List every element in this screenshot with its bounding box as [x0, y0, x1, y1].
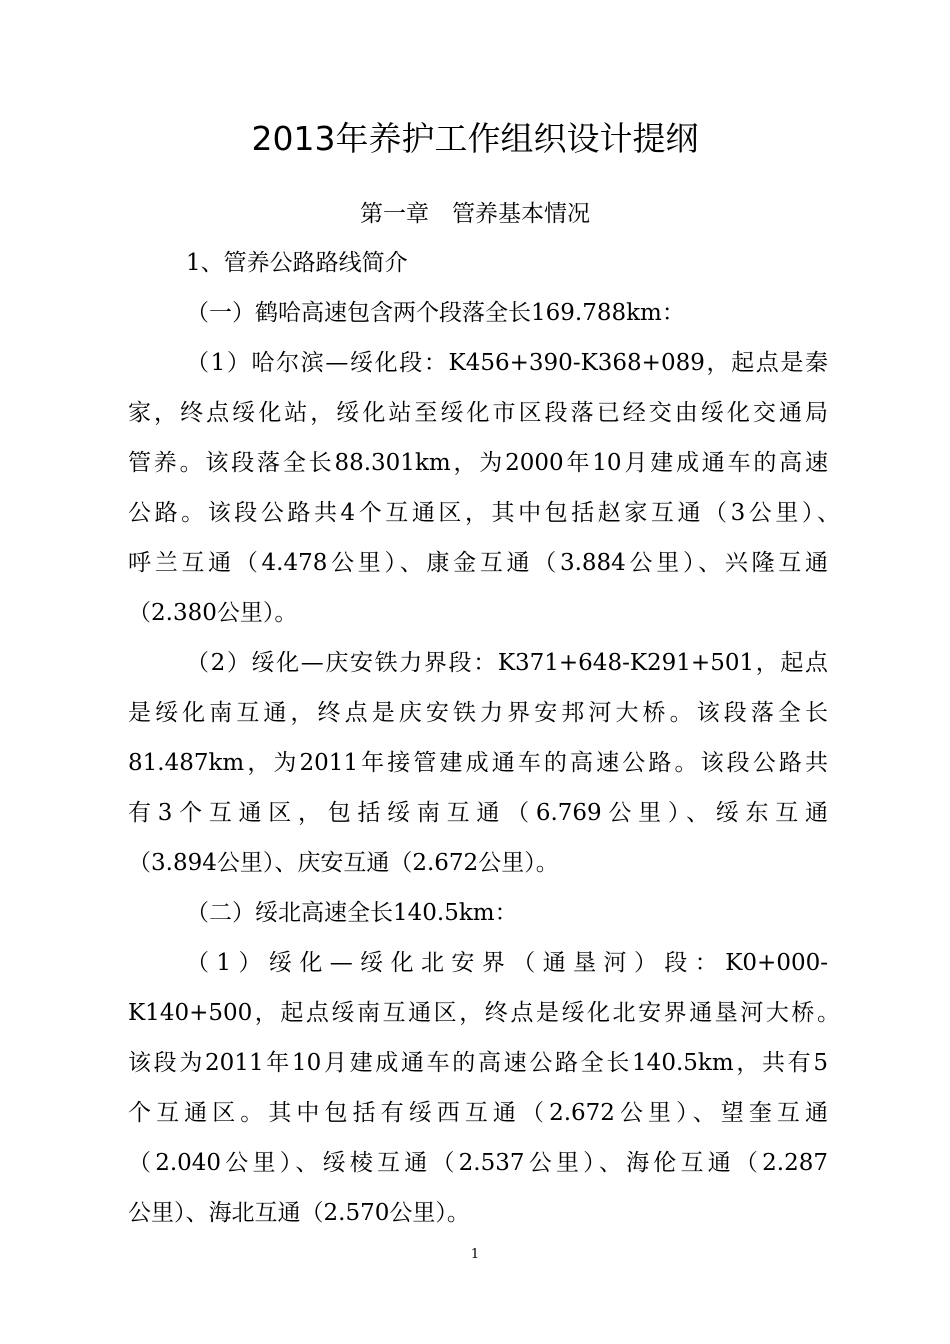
paragraph-line: 个互通区。其中包括有绥西互通（2.672公里）、望奎互通	[128, 1100, 828, 1126]
paragraph-line: 公路。该段公路共4个互通区，其中包括赵家互通（3公里）、	[128, 500, 840, 526]
paragraph-line: （2.040公里）、绥棱互通（2.537公里）、海伦互通（2.287	[128, 1150, 828, 1176]
paragraph-line: 公里）、海北互通（2.570公里）。	[128, 1200, 470, 1226]
paragraph-line: 家，终点绥化站，绥化站至绥化市区段落已经交由绥化交通局	[128, 400, 828, 426]
paragraph-line: 呼兰互通（4.478公里）、康金互通（3.884公里）、兴隆互通	[128, 550, 828, 576]
paragraph-line: （3.894公里）、庆安互通（2.672公里）。	[128, 850, 559, 876]
chapter-heading: 第一章 管养基本情况	[360, 201, 590, 227]
document-title: 2013年养护工作组织设计提纲	[251, 119, 699, 158]
paragraph-line: （2.380公里）。	[128, 600, 298, 626]
paragraph-line: K140+500，起点绥南互通区，终点是绥化北安界通垦河大桥。	[128, 1000, 840, 1026]
paragraph-line: （1）哈尔滨—绥化段：K456+390-K368+089，起点是秦	[186, 350, 828, 376]
paragraph-line: （2）绥化—庆安铁力界段：K371+648-K291+501，起点	[186, 650, 828, 676]
section-heading: 1、管养公路路线简介	[186, 250, 408, 276]
page-number: 1	[470, 1247, 480, 1262]
paragraph-line: （1）绥化—绥化北安界（通垦河）段：K0+000-	[186, 950, 828, 976]
paragraph-line: 管养。该段落全长88.301km，为2000年10月建成通车的高速	[128, 450, 828, 476]
subsection-heading: （一）鹤哈高速包含两个段落全长169.788km：	[186, 300, 685, 326]
subsection-heading: （二）绥北高速全长140.5km：	[186, 900, 518, 926]
paragraph-line: 是绥化南互通，终点是庆安铁力界安邦河大桥。该段落全长	[128, 700, 828, 726]
paragraph-line: 81.487km，为2011年接管建成通车的高速公路。该段公路共	[128, 750, 828, 776]
paragraph-line: 该段为2011年10月建成通车的高速公路全长140.5km，共有5	[128, 1050, 828, 1076]
paragraph-line: 有3个互通区，包括绥南互通（6.769公里）、绥东互通	[128, 800, 828, 826]
